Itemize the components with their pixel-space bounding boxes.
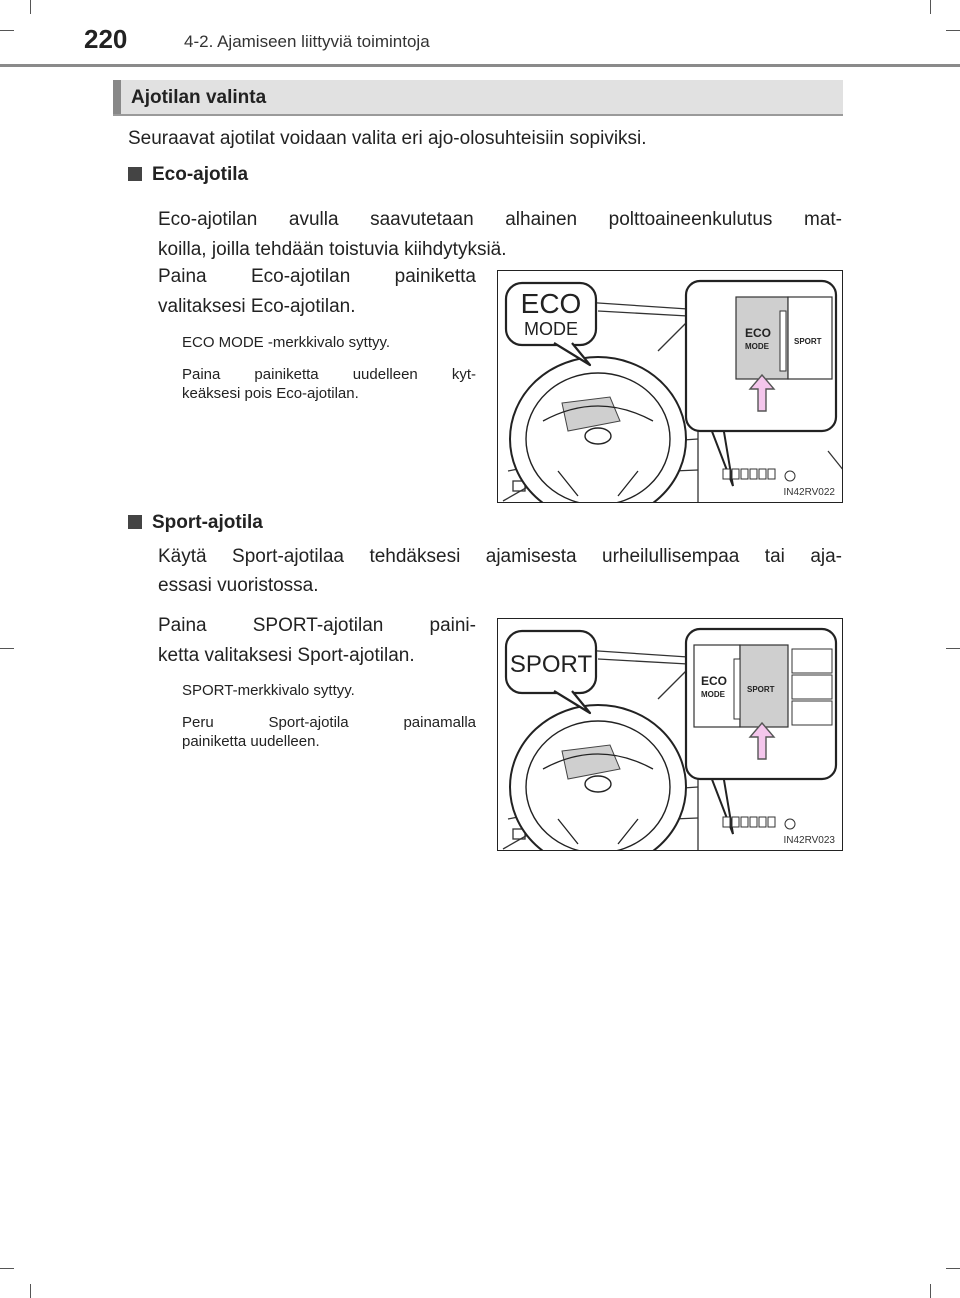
sport-note-2-line2: painiketta uudelleen. (182, 733, 320, 750)
callout-eco-text: ECO (520, 288, 582, 319)
crop-mark (946, 648, 960, 649)
steering-wheel (510, 705, 686, 851)
crop-mark (0, 648, 14, 649)
page-number: 220 (84, 24, 128, 54)
eco-heading-text: Eco-ajotila (152, 164, 249, 185)
section-title: Ajotilan valinta (131, 87, 267, 108)
eco-heading (128, 164, 248, 186)
eco-note-2-line2: keäksesi pois Eco-ajotilan. (182, 385, 359, 402)
sport-note-1: SPORT-merkkivalo syttyy. (182, 682, 355, 699)
eco-dashboard-illustration (498, 271, 843, 503)
sport-note-2-line1: Peru Sport-ajotila painamalla (182, 714, 476, 731)
figure-code: IN42RV023 (783, 835, 835, 846)
eco-note-1: ECO MODE -merkkivalo syttyy. (182, 334, 391, 351)
crop-mark (930, 0, 931, 14)
eco-instruction-line2: valitaksesi Eco-ajotilan. (158, 296, 356, 317)
chapter-title: 4-2. Ajamiseen liittyviä toimintoja (184, 32, 430, 51)
eco-button-label: ECO (701, 674, 728, 688)
eco-button-mode-label: MODE (701, 690, 725, 699)
eco-desc-line1: Eco-ajotilan avulla saavutetaan alhainen polttoaineenkulutus mat- (158, 209, 842, 230)
eco-desc-line2: koilla, joilla tehdään toistuvia kiihdytyksiä. (158, 239, 507, 260)
eco-button-label: ECO (745, 326, 772, 340)
crop-mark (946, 30, 960, 31)
eco-note-2-line1: Paina painiketta uudelleen kyt- (182, 366, 476, 383)
steering-wheel (510, 357, 686, 503)
zoom-callout (686, 629, 836, 834)
crop-mark (0, 1268, 14, 1269)
sport-instruction-line2: ketta valitaksesi Sport-ajotilan. (158, 645, 415, 666)
sport-desc-line1: Käytä Sport-ajotilaa tehdäksesi ajamisesta urheilullisempaa tai aja- (158, 546, 842, 567)
page-header (84, 22, 914, 58)
sport-speech-bubble (506, 631, 596, 713)
crop-mark (0, 30, 14, 31)
zoom-callout (686, 281, 836, 486)
crop-mark (30, 1284, 31, 1298)
eco-mode-speech-bubble (506, 283, 596, 365)
sport-button-label: SPORT (794, 337, 822, 346)
intro-text: Seuraavat ajotilat voidaan valita eri ajo-olosuhteisiin sopiviksi. (128, 128, 647, 149)
eco-instruction-line1: Paina Eco-ajotilan painiketta (158, 266, 476, 287)
sport-heading (128, 512, 263, 534)
square-bullet-icon (128, 515, 142, 529)
crop-mark (946, 1268, 960, 1269)
header-divider (0, 64, 960, 67)
section-bar-tab (113, 80, 121, 114)
figure-code: IN42RV022 (783, 487, 835, 498)
callout-mode-text: MODE (524, 319, 578, 339)
sport-button-label: SPORT (747, 685, 775, 694)
crop-mark (930, 1284, 931, 1298)
sport-heading-text: Sport-ajotila (152, 512, 263, 533)
callout-sport-text: SPORT (509, 651, 593, 678)
sport-mode-figure (497, 618, 843, 851)
sport-desc-line2: essasi vuoristossa. (158, 575, 319, 596)
eco-button-mode-label: MODE (745, 342, 769, 351)
sport-instruction-line1: Paina SPORT-ajotilan paini- (158, 615, 476, 636)
eco-mode-figure (497, 270, 843, 503)
section-header-bar (113, 80, 843, 116)
sport-dashboard-illustration (498, 619, 843, 851)
square-bullet-icon (128, 167, 142, 181)
crop-mark (30, 0, 31, 14)
